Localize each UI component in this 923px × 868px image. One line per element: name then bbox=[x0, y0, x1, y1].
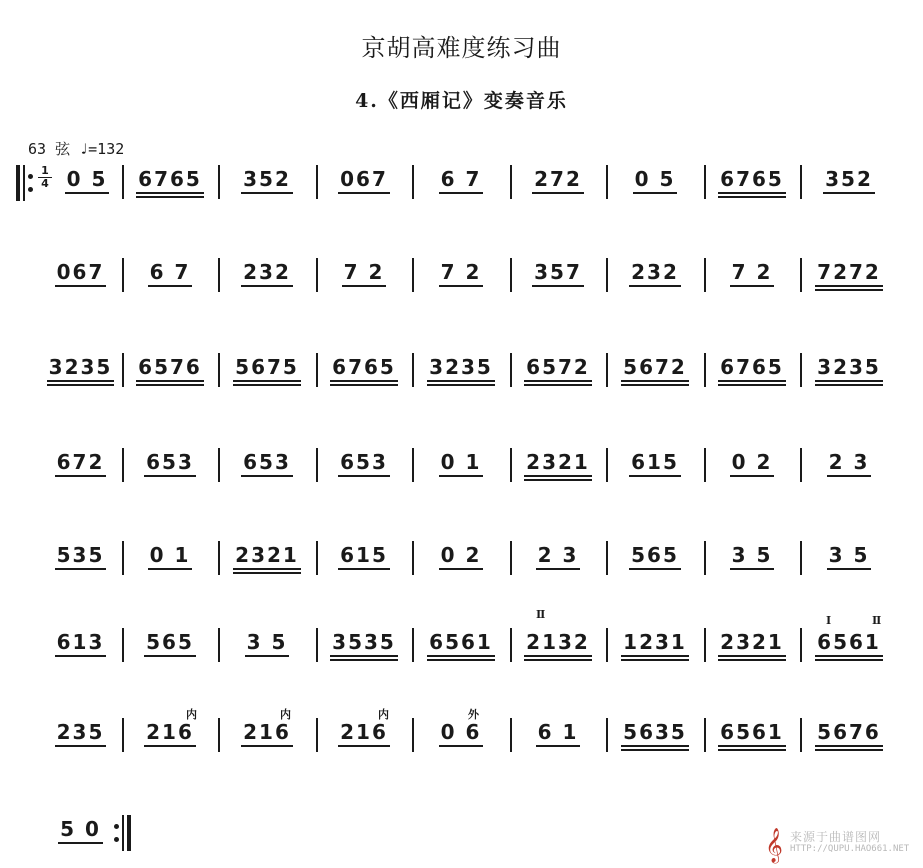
bar-line bbox=[800, 541, 802, 575]
measure: 0 1 bbox=[440, 450, 482, 474]
bar-line bbox=[316, 165, 318, 199]
score-row bbox=[0, 541, 923, 589]
measure: 232 bbox=[243, 260, 291, 284]
bar-line bbox=[218, 718, 220, 752]
measure: 216 bbox=[340, 720, 388, 744]
bar-line bbox=[218, 448, 220, 482]
bar-line bbox=[122, 628, 124, 662]
bar-line bbox=[606, 353, 608, 387]
measure: 7 2 bbox=[731, 260, 773, 284]
bar-line bbox=[704, 628, 706, 662]
bar-line bbox=[122, 353, 124, 387]
measure: 3 5 bbox=[246, 630, 288, 654]
measure: 2 3 bbox=[828, 450, 870, 474]
bar-line bbox=[510, 353, 512, 387]
bar-line bbox=[412, 541, 414, 575]
bar-line bbox=[218, 353, 220, 387]
bar-line bbox=[218, 541, 220, 575]
string-annotation: 内 bbox=[378, 708, 389, 721]
bar-line bbox=[122, 165, 124, 199]
measure: 5 0 bbox=[60, 817, 101, 841]
score-row bbox=[0, 165, 923, 213]
measure: 615 bbox=[631, 450, 679, 474]
bar-line bbox=[606, 718, 608, 752]
measure: 565 bbox=[146, 630, 194, 654]
string-annotation: 外 bbox=[468, 708, 479, 721]
bar-line bbox=[704, 258, 706, 292]
measure: 6572 bbox=[526, 355, 590, 379]
measure: 5635 bbox=[623, 720, 687, 744]
measure: 0 6 bbox=[440, 720, 482, 744]
measure: 357 bbox=[534, 260, 582, 284]
bar-line bbox=[316, 258, 318, 292]
bar-line bbox=[510, 541, 512, 575]
measure: 0 2 bbox=[440, 543, 482, 567]
measure: 613 bbox=[56, 630, 105, 654]
measure: 2 3 bbox=[537, 543, 579, 567]
bar-line bbox=[510, 448, 512, 482]
bar-line bbox=[800, 718, 802, 752]
measure: 2132 bbox=[526, 630, 590, 654]
measure: 5676 bbox=[817, 720, 881, 744]
measure: 7272 bbox=[817, 260, 881, 284]
bar-line bbox=[316, 448, 318, 482]
score-row bbox=[0, 258, 923, 306]
measure: 0 2 bbox=[731, 450, 773, 474]
measure: 216 bbox=[146, 720, 194, 744]
repeat-end-sign bbox=[114, 815, 134, 851]
measure: 0 5 bbox=[634, 167, 676, 191]
score-row bbox=[0, 448, 923, 496]
bar-line bbox=[316, 353, 318, 387]
string-annotation: Ⅱ bbox=[536, 608, 546, 621]
measure: 653 bbox=[340, 450, 388, 474]
measure: 3235 bbox=[429, 355, 493, 379]
bar-line bbox=[704, 165, 706, 199]
string-annotation: 内 bbox=[280, 708, 291, 721]
tuning-tempo: 63 弦 ♩=132 bbox=[28, 140, 125, 158]
bar-line bbox=[606, 258, 608, 292]
bar-line bbox=[316, 628, 318, 662]
measure: 672 bbox=[56, 450, 105, 474]
bar-line bbox=[704, 448, 706, 482]
measure: 2321 bbox=[526, 450, 590, 474]
bar-line bbox=[510, 258, 512, 292]
bar-line bbox=[122, 541, 124, 575]
bar-line bbox=[122, 258, 124, 292]
measure: 6 7 bbox=[440, 167, 482, 191]
bar-line bbox=[412, 353, 414, 387]
string-annotation: Ⅰ bbox=[826, 614, 832, 627]
bar-line bbox=[122, 718, 124, 752]
measure: 232 bbox=[631, 260, 679, 284]
bar-line bbox=[800, 448, 802, 482]
bar-line bbox=[122, 448, 124, 482]
measure: 352 bbox=[825, 167, 873, 191]
measure: 6561 bbox=[429, 630, 493, 654]
watermark-line1: 来源于曲谱图网 bbox=[790, 830, 882, 844]
bar-line bbox=[704, 718, 706, 752]
bar-line bbox=[510, 165, 512, 199]
measure: 3 5 bbox=[828, 543, 870, 567]
measure: 6561 bbox=[720, 720, 784, 744]
measure: 6765 bbox=[332, 355, 396, 379]
measure: 653 bbox=[146, 450, 194, 474]
measure: 6765 bbox=[720, 355, 784, 379]
measure: 235 bbox=[56, 720, 105, 744]
bar-line bbox=[704, 353, 706, 387]
bar-line bbox=[606, 628, 608, 662]
bar-line bbox=[606, 165, 608, 199]
measure: 3235 bbox=[48, 355, 113, 379]
measure: 6 1 bbox=[537, 720, 579, 744]
measure: 615 bbox=[340, 543, 388, 567]
bar-line bbox=[800, 165, 802, 199]
bar-line bbox=[316, 718, 318, 752]
measure: 3 5 bbox=[731, 543, 773, 567]
piece-subtitle: 4.《西厢记》变奏音乐 bbox=[355, 90, 568, 112]
repeat-start-sign bbox=[16, 165, 36, 201]
measure: 2321 bbox=[235, 543, 299, 567]
measure: 3535 bbox=[332, 630, 396, 654]
measure: 565 bbox=[631, 543, 679, 567]
measure: 3235 bbox=[817, 355, 881, 379]
measure: 7 2 bbox=[440, 260, 482, 284]
page-title: 京胡高难度练习曲 bbox=[361, 34, 562, 62]
bar-line bbox=[800, 628, 802, 662]
score-row bbox=[0, 718, 923, 766]
bar-line bbox=[800, 258, 802, 292]
measure: 6765 bbox=[720, 167, 784, 191]
watermark bbox=[760, 826, 920, 866]
bar-line bbox=[412, 628, 414, 662]
measure: 067 bbox=[56, 260, 105, 284]
bar-line bbox=[412, 718, 414, 752]
bar-line bbox=[218, 165, 220, 199]
bar-line bbox=[704, 541, 706, 575]
measure: 0 5 bbox=[66, 167, 108, 191]
score-row bbox=[0, 628, 923, 676]
measure: 216 bbox=[243, 720, 291, 744]
string-annotation: 内 bbox=[186, 708, 197, 721]
bar-line bbox=[218, 258, 220, 292]
measure: 067 bbox=[340, 167, 388, 191]
measure: 6576 bbox=[138, 355, 202, 379]
score-row bbox=[0, 353, 923, 401]
measure: 6 7 bbox=[149, 260, 191, 284]
measure: 0 1 bbox=[149, 543, 191, 567]
bar-line bbox=[510, 718, 512, 752]
measure: 7 2 bbox=[343, 260, 385, 284]
string-annotation: Ⅱ bbox=[872, 614, 882, 627]
measure: 1231 bbox=[623, 630, 687, 654]
time-signature: 1 4 bbox=[38, 165, 52, 190]
measure: 272 bbox=[534, 167, 582, 191]
measure: 6765 bbox=[138, 167, 202, 191]
bar-line bbox=[218, 628, 220, 662]
measure: 5672 bbox=[623, 355, 687, 379]
bar-line bbox=[412, 165, 414, 199]
measure: 5675 bbox=[235, 355, 299, 379]
measure: 2321 bbox=[720, 630, 784, 654]
bar-line bbox=[316, 541, 318, 575]
treble-clef-icon: 𝄞 bbox=[765, 828, 783, 863]
bar-line bbox=[606, 541, 608, 575]
bar-line bbox=[510, 628, 512, 662]
watermark-line2: HTTP://QUPU.HAO661.NET bbox=[790, 844, 910, 854]
bar-line bbox=[412, 258, 414, 292]
measure: 535 bbox=[56, 543, 105, 567]
measure: 6561 bbox=[817, 630, 881, 654]
bar-line bbox=[412, 448, 414, 482]
measure: 352 bbox=[243, 167, 291, 191]
bar-line bbox=[606, 448, 608, 482]
measure: 653 bbox=[243, 450, 291, 474]
bar-line bbox=[800, 353, 802, 387]
